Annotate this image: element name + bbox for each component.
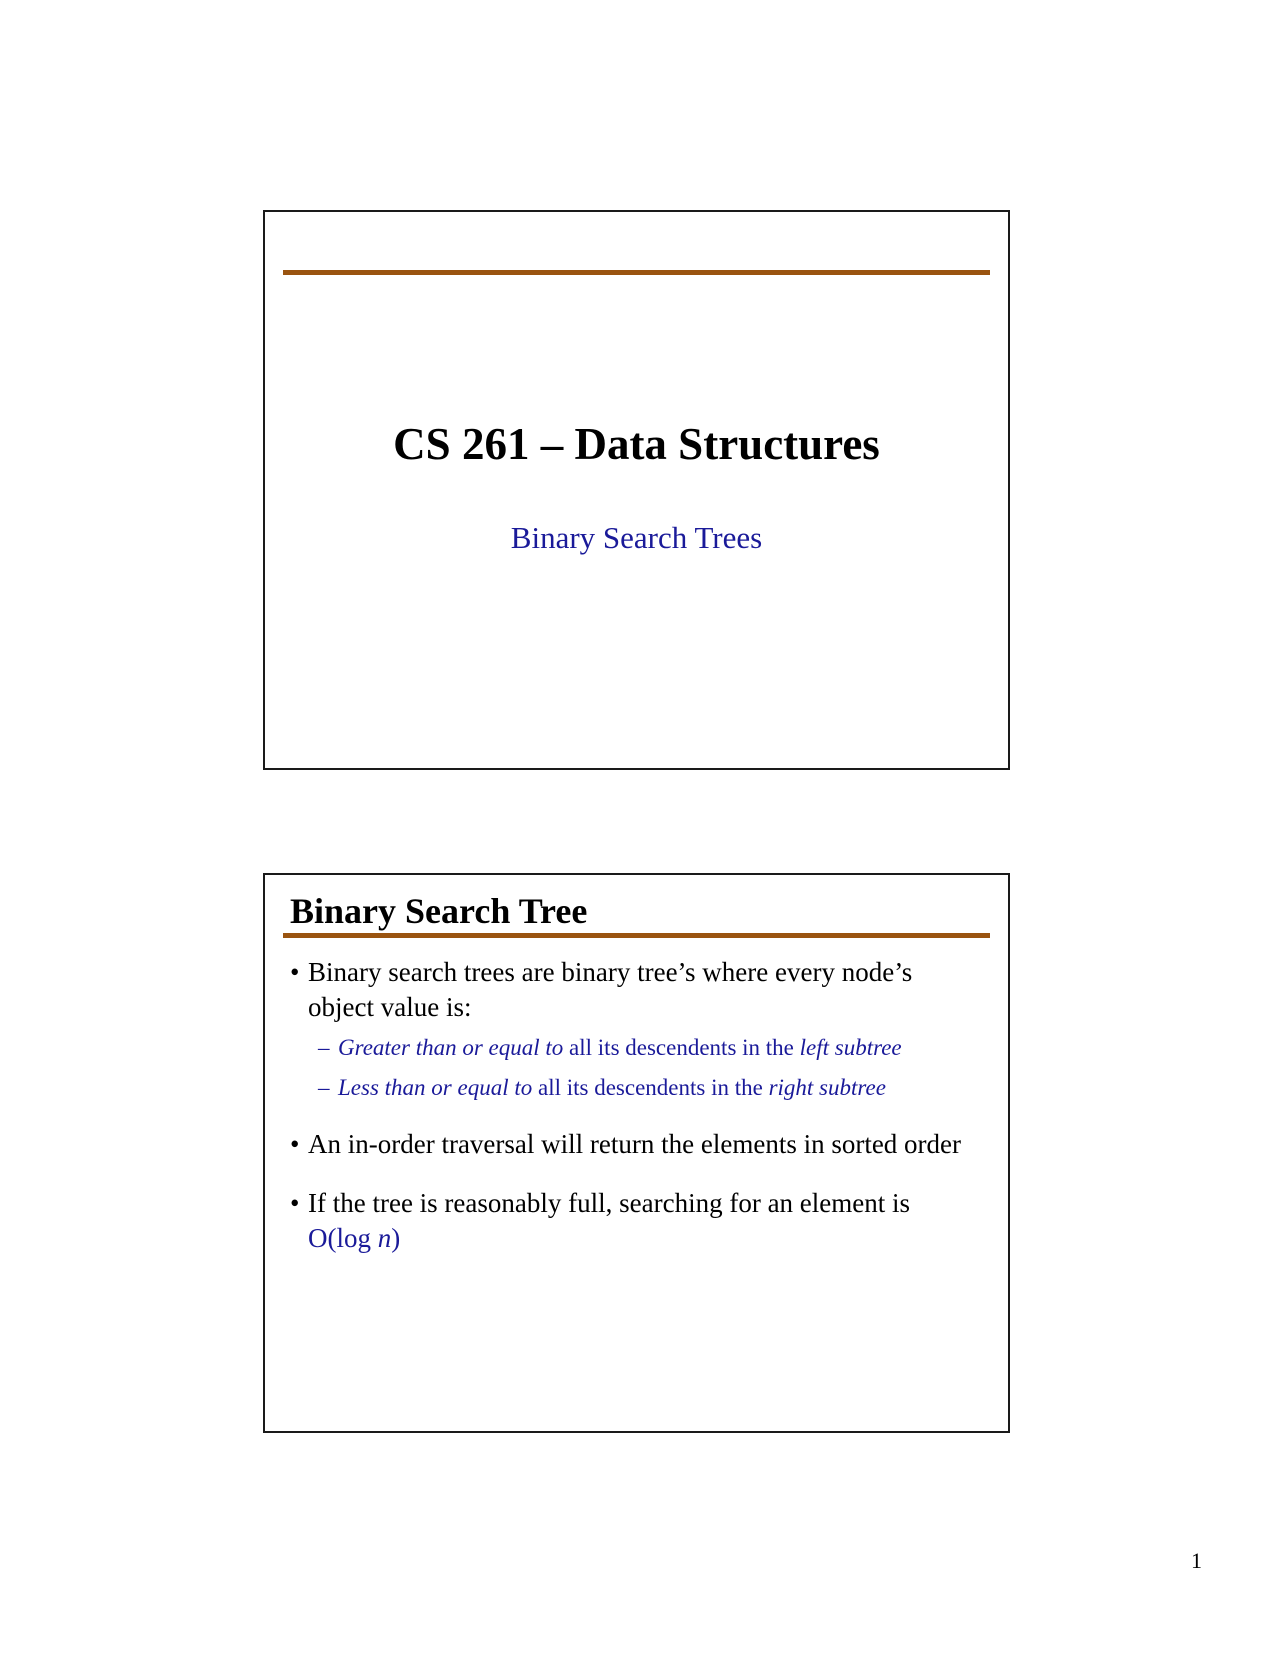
emphasis-text: Greater than or equal to xyxy=(338,1035,564,1060)
header-rule xyxy=(283,270,990,275)
sub-bullet-dash: – xyxy=(318,1075,330,1100)
header-rule xyxy=(283,933,990,938)
emphasis-text: Less than or equal to xyxy=(338,1075,533,1100)
bullet-text: Binary search trees are binary tree’s where every node’s object value is: xyxy=(308,957,913,1022)
bullet-text: If the tree is reasonably full, searching for an element is xyxy=(308,1188,917,1218)
sub-bullet-text: all its descendents in the xyxy=(532,1075,769,1100)
title-slide xyxy=(263,210,1010,770)
big-o-suffix: ) xyxy=(391,1223,401,1253)
sub-bullet-dash: – xyxy=(318,1035,330,1060)
slide-subtitle: Binary Search Trees xyxy=(510,520,763,555)
sub-bullet-item xyxy=(290,1033,978,1063)
bullet-item xyxy=(290,1127,978,1162)
emphasis-text: left subtree xyxy=(799,1035,902,1060)
bullet-dot: • xyxy=(290,957,300,987)
slide-title: CS 261 – Data Structures xyxy=(393,419,880,469)
bullet-text: An in-order traversal will return the elements in sorted order xyxy=(308,1129,962,1159)
content-slide xyxy=(263,873,1010,1433)
emphasis-text: right subtree xyxy=(768,1075,886,1100)
big-o-text xyxy=(308,1223,400,1253)
sub-bullet-text: all its descendents in the xyxy=(563,1035,800,1060)
slide-body xyxy=(290,955,978,1256)
bullet-item xyxy=(290,1186,978,1256)
bullet-dot: • xyxy=(290,1129,300,1159)
slide-title: Binary Search Tree xyxy=(290,891,588,931)
sub-bullet-item xyxy=(290,1073,978,1103)
big-o-variable: n xyxy=(377,1223,392,1253)
bullet-dot: • xyxy=(290,1188,300,1218)
page-number: 1 xyxy=(1191,1548,1202,1573)
big-o-prefix: O(log xyxy=(308,1223,378,1253)
bullet-item xyxy=(290,955,978,1025)
